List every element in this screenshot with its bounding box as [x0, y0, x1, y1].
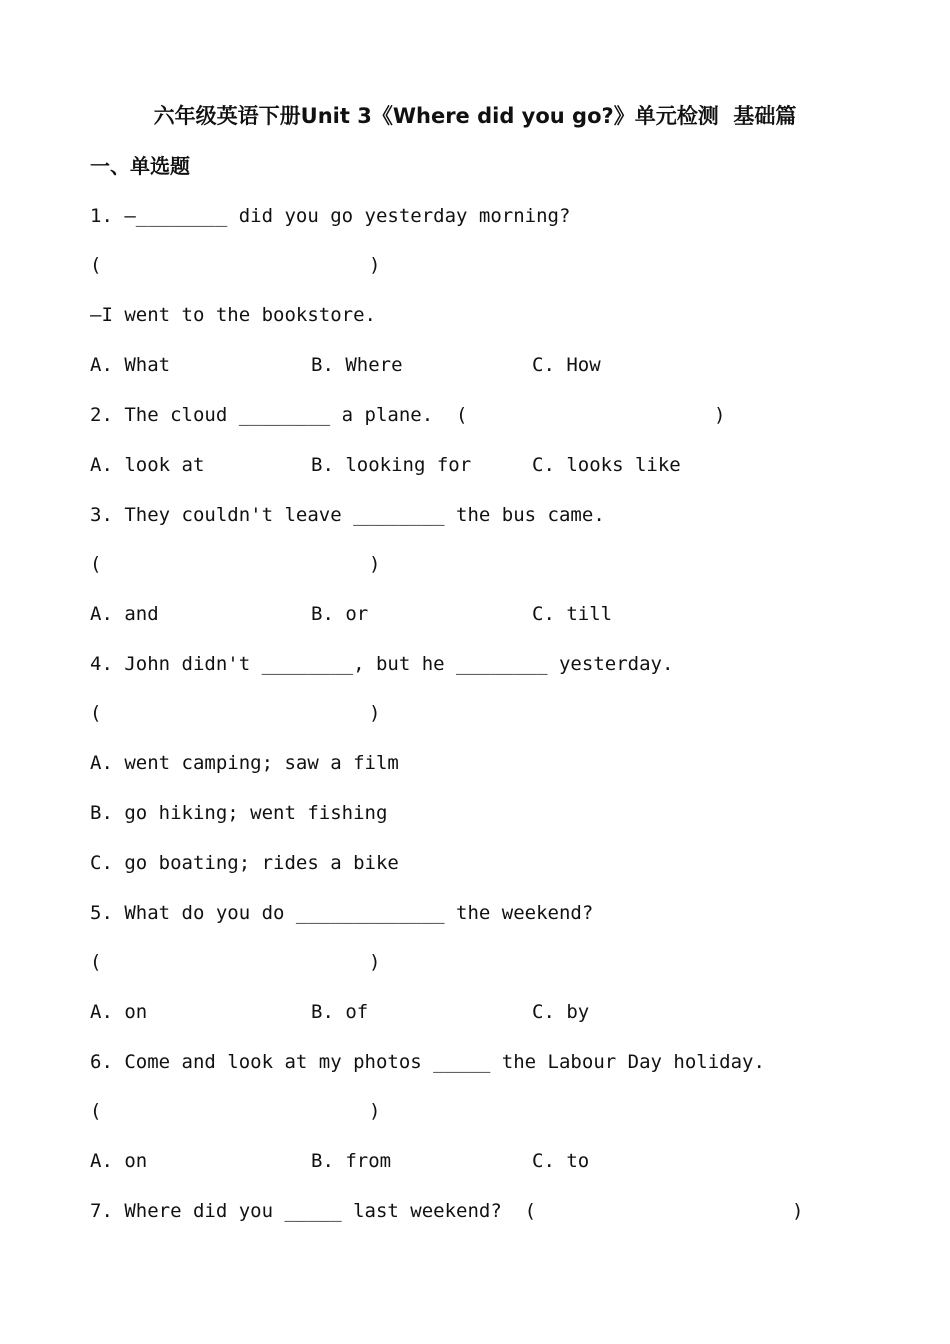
question-2-stem: [90, 400, 810, 430]
question-5-options: [90, 997, 790, 1027]
question-4-answer-bracket[interactable]: [90, 698, 390, 728]
question-7-text: 7. Where did you _____ last weekend? (: [90, 1200, 537, 1222]
bracket-open: (: [90, 951, 102, 973]
option-a: A. on: [90, 1001, 148, 1023]
option-c: C. by: [532, 1001, 590, 1023]
option-b: B. from: [311, 1150, 392, 1172]
question-6-options: [90, 1146, 790, 1176]
option-c: C. How: [532, 354, 601, 376]
bracket-close: ): [369, 1100, 381, 1122]
option-a: A. What: [90, 354, 171, 376]
section-heading: 一、单选题: [90, 154, 190, 178]
option-b: B. Where: [311, 354, 403, 376]
question-1-options: [90, 350, 790, 380]
question-5-stem: 5. What do you do _____________ the weekend?: [90, 902, 594, 924]
question-5-answer-bracket[interactable]: [90, 947, 390, 977]
option-b: B. looking for: [311, 454, 472, 476]
question-6-answer-bracket[interactable]: [90, 1096, 390, 1126]
bracket-close: ): [369, 951, 381, 973]
question-1-answer-bracket[interactable]: [90, 250, 390, 280]
bracket-open: (: [90, 702, 102, 724]
page-title: 六年级英语下册Unit 3《Where did you go?》单元检测 基础篇: [153, 104, 797, 128]
option-b: B. or: [311, 603, 369, 625]
bracket-open: (: [90, 1100, 102, 1122]
question-7-stem: [90, 1196, 820, 1226]
option-c: C. to: [532, 1150, 590, 1172]
bracket-open: (: [90, 254, 102, 276]
question-2-options: [90, 450, 790, 480]
question-2-text: 2. The cloud ________ a plane. (: [90, 404, 468, 426]
question-4-stem: 4. John didn't ________, but he ________ yesterday.: [90, 653, 674, 675]
option-a: A. and: [90, 603, 159, 625]
option-c: C. till: [532, 603, 613, 625]
question-6-stem: 6. Come and look at my photos _____ the Labour Day holiday.: [90, 1051, 765, 1073]
bracket-close: ): [369, 702, 381, 724]
question-3-stem: 3. They couldn't leave ________ the bus came.: [90, 504, 605, 526]
option-b: B. of: [311, 1001, 369, 1023]
bracket-close: ): [369, 553, 381, 575]
bracket-open: (: [90, 553, 102, 575]
option-a: A. went camping; saw a film: [90, 752, 399, 774]
bracket-close: ): [714, 404, 726, 426]
option-a: A. look at: [90, 454, 205, 476]
question-1-stem: 1. —________ did you go yesterday morning?: [90, 205, 571, 227]
question-3-options: [90, 599, 790, 629]
question-3-answer-bracket[interactable]: [90, 549, 390, 579]
bracket-close: ): [792, 1200, 804, 1222]
bracket-close: ): [369, 254, 381, 276]
option-c: C. looks like: [532, 454, 681, 476]
question-1-reply: —I went to the bookstore.: [90, 304, 376, 326]
option-a: A. on: [90, 1150, 148, 1172]
option-b: B. go hiking; went fishing: [90, 802, 388, 824]
option-c: C. go boating; rides a bike: [90, 852, 399, 874]
